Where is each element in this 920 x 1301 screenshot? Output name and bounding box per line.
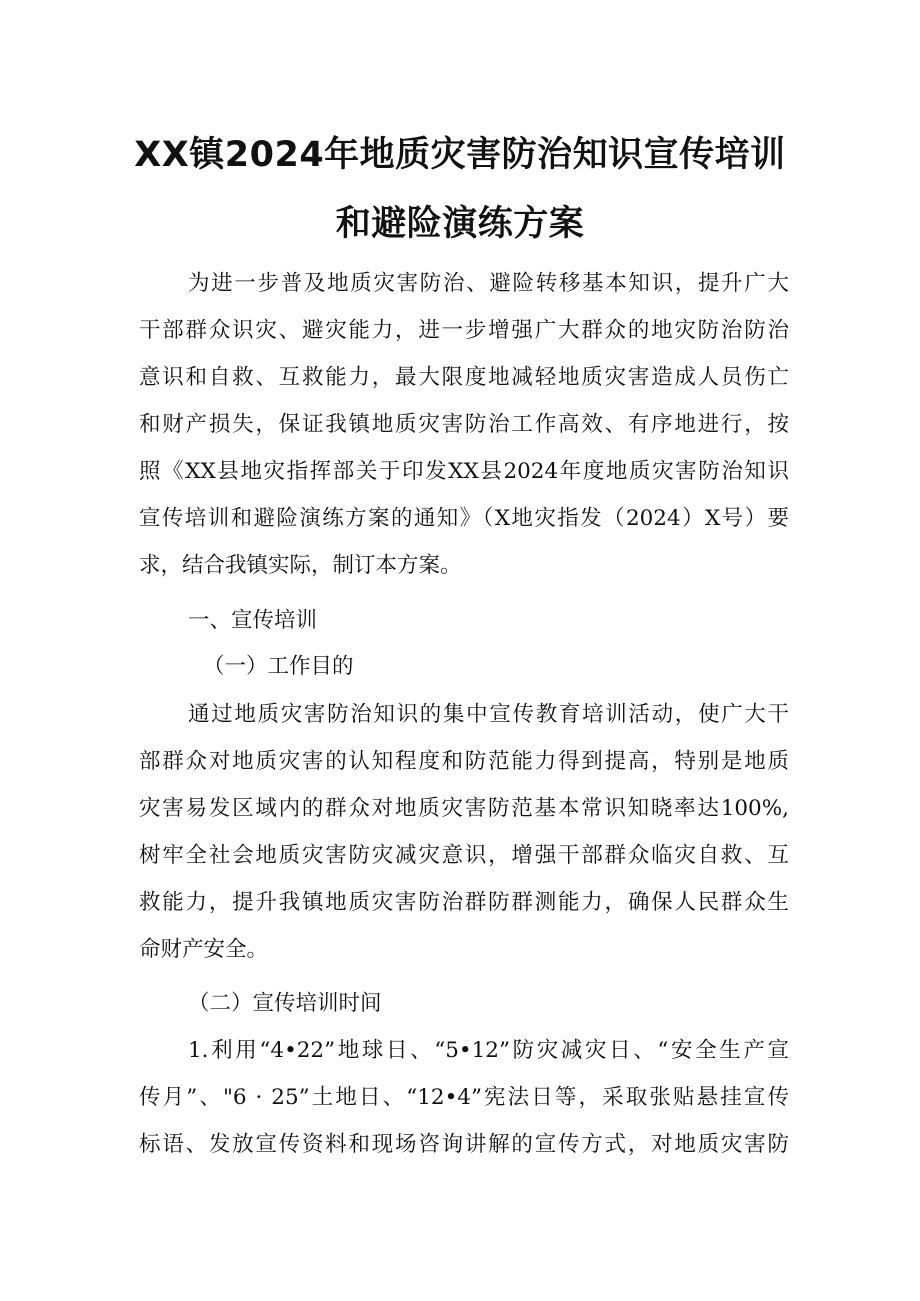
intro-paragraph-line: 宣传培训和避险演练方案的通知》（X地灾指发（2024）X号）要 <box>139 506 789 531</box>
intro-paragraph-line: 照《XX县地灾指挥部关于印发XX县2024年度地质灾害防治知识 <box>139 459 789 484</box>
purpose-paragraph-line: 命财产安全。 <box>139 937 269 962</box>
subsection-heading-2: （二）宣传培训时间 <box>188 991 382 1016</box>
schedule-paragraph-line: 标语、发放宣传资料和现场咨询讲解的宣传方式，对地质灾害防 <box>139 1132 789 1157</box>
intro-paragraph-line: 干部群众识灾、避灾能力，进一步增强广大群众的地灾防治防治 <box>139 318 789 343</box>
intro-paragraph-line: 和财产损失，保证我镇地质灾害防治工作高效、有序地进行，按 <box>139 412 789 437</box>
purpose-paragraph-line: 救能力，提升我镇地质灾害防治群防群测能力，确保人民群众生 <box>139 890 789 915</box>
purpose-paragraph-line: 灾害易发区域内的群众对地质灾害防范基本常识知晓率达100%, <box>139 796 789 821</box>
purpose-paragraph-line: 树牢全社会地质灾害防灾减灾意识，增强干部群众临灾自救、互 <box>139 843 789 868</box>
intro-paragraph-line: 为进一步普及地质灾害防治、避险转移基本知识，提升广大 <box>188 271 789 296</box>
document-title-line-2: 和避险演练方案 <box>335 204 585 244</box>
section-heading-1: 一、宣传培训 <box>188 608 318 633</box>
intro-paragraph-line: 求，结合我镇实际，制订本方案。 <box>139 553 462 578</box>
intro-paragraph-line: 意识和自救、互救能力，最大限度地减轻地质灾害造成人员伤亡 <box>139 365 789 390</box>
schedule-paragraph-line: 传月”、"6 · 25”土地日、“12•4”宪法日等，采取张贴悬挂宣传 <box>139 1085 789 1110</box>
subsection-heading-1: （一）工作目的 <box>203 654 354 679</box>
purpose-paragraph-line: 部群众对地质灾害的认知程度和防范能力得到提高，特别是地质 <box>139 749 789 774</box>
purpose-paragraph-line: 通过地质灾害防治知识的集中宣传教育培训活动，使广大干 <box>188 702 789 727</box>
schedule-paragraph-line: 1.利用“4•22”地球日、“5•12”防灾减灾日、“安全生产宣 <box>188 1038 789 1063</box>
document-title-line-1: XX镇2024年地质灾害防治知识宣传培训 <box>134 135 786 175</box>
